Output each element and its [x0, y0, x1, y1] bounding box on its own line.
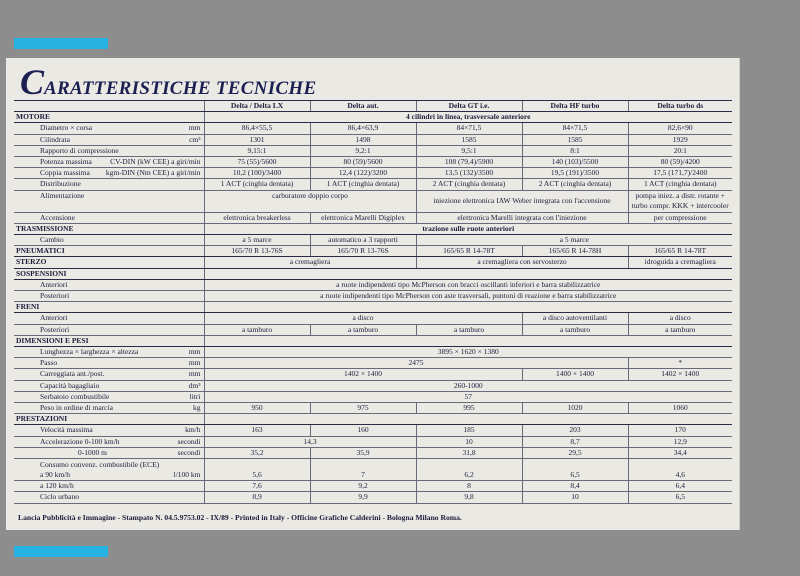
title-initial: C	[20, 62, 45, 102]
table-cell: 185	[416, 425, 522, 436]
table-cell: idroguida a cremagliera	[628, 257, 732, 268]
table-cell: 1585	[522, 134, 628, 145]
col-header: Delta GT i.e.	[416, 101, 522, 112]
table-cell: 80 (59)/4200	[628, 157, 732, 168]
table-cell: 165/65 R 14-78T	[416, 246, 522, 257]
table-cell: 165/70 R 13-76S	[310, 246, 416, 257]
col-header: Delta / Delta LX	[204, 101, 310, 112]
section-title: TRASMISSIONE	[14, 223, 204, 234]
table-cell: a tamburo	[310, 324, 416, 335]
col-header: Delta aut.	[310, 101, 416, 112]
table-cell: a tamburo	[628, 324, 732, 335]
table-row	[14, 168, 732, 179]
table-cell: 82,6×90	[628, 123, 732, 134]
table-cell: 35,2	[204, 447, 310, 458]
row-unit: mm	[188, 123, 201, 133]
row-label: Alimentazione	[40, 190, 85, 200]
table-cell: 140 (103)/5500	[522, 157, 628, 168]
table-cell: 20:1	[628, 145, 732, 156]
table-cell: 12,9	[628, 436, 732, 447]
table-cell: 1 ACT (cinghia dentata)	[628, 179, 732, 190]
table-cell: elettronica Marelli integrata con l'iniezione	[416, 212, 628, 223]
spec-page	[6, 58, 740, 530]
table-row	[14, 358, 732, 369]
row-label: Passo	[40, 358, 58, 368]
row-unit: mm	[188, 358, 201, 368]
table-cell: 8,9	[204, 492, 310, 503]
table-cell: elettronica breakerless	[204, 212, 310, 223]
table-cell: 2 ACT (cinghia dentata)	[416, 179, 522, 190]
section-row	[14, 257, 732, 268]
table-cell: a 5 marce	[204, 235, 310, 246]
table-row	[14, 212, 732, 223]
row-label: Consumo convenz. combustibile (ECE)	[40, 459, 160, 469]
table-cell: 6,5	[628, 492, 732, 503]
table-cell: carburatore doppio corpo	[204, 190, 416, 212]
section-row	[14, 246, 732, 257]
stripe-bottom	[14, 546, 108, 557]
table-cell: 9,5:1	[416, 145, 522, 156]
table-cell: 57	[204, 391, 732, 402]
table-cell: a 5 marce	[416, 235, 732, 246]
row-label: Diametro × corsa	[40, 123, 93, 133]
table-cell: 165/65 R 14-78T	[628, 246, 732, 257]
table-cell: 9,9	[310, 492, 416, 503]
row-label: Peso in ordine di marcia	[40, 403, 113, 413]
table-cell: 2475	[204, 358, 628, 369]
table-row	[14, 347, 732, 358]
table-cell: 4,6	[628, 459, 732, 481]
table-cell: trazione sulle ruote anteriori	[204, 223, 732, 234]
table-cell: 160	[310, 425, 416, 436]
table-cell: 12,4 (122)/3200	[310, 168, 416, 179]
table-row	[14, 279, 732, 290]
row-label: Posteriori	[40, 291, 70, 301]
table-cell: 1400 × 1400	[522, 369, 628, 380]
table-row	[14, 235, 732, 246]
table-cell: 975	[310, 403, 416, 414]
row-unit: kg	[193, 403, 201, 413]
table-cell: 8,7	[522, 436, 628, 447]
row-unit: mm	[188, 347, 201, 357]
table-cell: 13,5 (132)/3500	[416, 168, 522, 179]
table-cell: 17,5 (171,7)/2400	[628, 168, 732, 179]
table-cell: 3895 × 1620 × 1380	[204, 347, 732, 358]
table-cell: 29,5	[522, 447, 628, 458]
section-title: FRENI	[14, 302, 204, 313]
table-cell: 7	[310, 459, 416, 481]
table-cell: 10	[522, 492, 628, 503]
row-label: Anteriori	[40, 279, 68, 289]
row-label: Serbatoio combustibile	[40, 391, 110, 401]
table-cell: 1498	[310, 134, 416, 145]
table-cell: pompa iniez. a distr. rotante + turbo compr. KKK + intercooler	[628, 190, 732, 212]
table-cell: *	[628, 358, 732, 369]
table-cell: 9,2	[310, 481, 416, 492]
row-label: Coppia massima	[40, 168, 90, 178]
row-label: 0-1000 m	[78, 447, 107, 457]
table-row	[14, 459, 732, 481]
table-cell: 80 (59)/5600	[310, 157, 416, 168]
table-cell: a tamburo	[204, 324, 310, 335]
table-row	[14, 291, 732, 302]
table-cell: iniezione elettronica IAW Weber integrata con l'accensione	[416, 190, 628, 212]
table-cell: a ruote indipendenti tipo McPherson con aste trasversali, puntoni di reazione e barra stabilizzatrice	[204, 291, 732, 302]
table-row	[14, 425, 732, 436]
table-cell: 6,4	[628, 481, 732, 492]
table-cell: 2 ACT (cinghia dentata)	[522, 179, 628, 190]
table-cell	[204, 414, 732, 425]
table-cell: a cremagliera con servosterzo	[416, 257, 628, 268]
table-row	[14, 123, 732, 134]
table-cell: 84×71,5	[522, 123, 628, 134]
section-row	[14, 268, 732, 279]
row-unit: CV-DIN (kW CEE) a giri/min	[110, 157, 201, 167]
table-cell	[204, 335, 732, 346]
row-unit: mm	[188, 369, 201, 379]
table-cell: 1929	[628, 134, 732, 145]
table-cell: 35,9	[310, 447, 416, 458]
page-title	[20, 64, 316, 100]
table-cell: 170	[628, 425, 732, 436]
table-cell: 6,5	[522, 459, 628, 481]
table-cell: automatico a 3 rapporti	[310, 235, 416, 246]
table-cell: 86,4×63,9	[310, 123, 416, 134]
table-cell: 163	[204, 425, 310, 436]
table-cell: 9,8	[416, 492, 522, 503]
col-header: Delta turbo ds	[628, 101, 732, 112]
table-row	[14, 391, 732, 402]
table-row	[14, 190, 732, 212]
table-cell: 165/70 R 13-76S	[204, 246, 310, 257]
section-title: PRESTAZIONI	[14, 414, 204, 425]
row-unit: km/h	[185, 425, 201, 435]
table-cell: 7,6	[204, 481, 310, 492]
table-cell: 75 (55)/5600	[204, 157, 310, 168]
spec-table	[14, 100, 732, 504]
table-cell: 86,4×55,5	[204, 123, 310, 134]
table-cell: 34,4	[628, 447, 732, 458]
col-header: Delta HF turbo	[522, 101, 628, 112]
section-title: PNEUMATICI	[14, 246, 204, 257]
table-row	[14, 436, 732, 447]
table-cell: 1060	[628, 403, 732, 414]
table-cell: 8:1	[522, 145, 628, 156]
row-label: Carreggiata ant./post.	[40, 369, 105, 379]
row-label: a 120 km/h	[40, 481, 74, 491]
table-row	[14, 145, 732, 156]
table-row	[14, 447, 732, 458]
row-label: Velocità massima	[40, 425, 93, 435]
row-label: Cambio	[40, 235, 64, 245]
table-cell: 14,3	[204, 436, 416, 447]
row-label: Lunghezza × larghezza × altezza	[40, 347, 139, 357]
row-unit: secondi	[177, 436, 201, 446]
table-cell: 19,5 (191)/3500	[522, 168, 628, 179]
section-row	[14, 112, 732, 123]
row-label: Accelerazione 0-100 km/h	[40, 436, 120, 446]
table-cell	[204, 302, 732, 313]
table-cell: a disco	[628, 313, 732, 324]
table-cell: a disco autoventilanti	[522, 313, 628, 324]
table-row	[14, 324, 732, 335]
row-label: Distribuzione	[40, 179, 81, 189]
table-cell: 165/65 R 14-78H	[522, 246, 628, 257]
table-cell: 950	[204, 403, 310, 414]
row-label: Posteriori	[40, 324, 70, 334]
row-label: Potenza massima	[40, 157, 92, 167]
section-title: STERZO	[14, 257, 204, 268]
row-label: Capacità bagagliaio	[40, 380, 100, 390]
section-row	[14, 302, 732, 313]
table-cell: 6,2	[416, 459, 522, 481]
table-cell: a tamburo	[522, 324, 628, 335]
row-label: Cilindrata	[40, 134, 70, 144]
table-row	[14, 134, 732, 145]
row-unit: cm³	[189, 134, 201, 144]
row-label: Ciclo urbano	[40, 492, 79, 502]
table-cell: 1585	[416, 134, 522, 145]
table-cell	[204, 268, 732, 279]
table-cell: 10,2 (100)/3400	[204, 168, 310, 179]
row-unit: secondi	[177, 447, 201, 457]
header-blank	[14, 101, 204, 112]
table-row	[14, 380, 732, 391]
table-cell: 31,8	[416, 447, 522, 458]
table-cell: 108 (79,4)/5900	[416, 157, 522, 168]
table-cell: 260-1000	[204, 380, 732, 391]
table-row	[14, 403, 732, 414]
header-row	[14, 101, 732, 112]
row-label: a 90 km/h	[40, 469, 70, 479]
table-cell: a ruote indipendenti tipo McPherson con bracci oscillanti inferiori e barra stabilizzatrice	[204, 279, 732, 290]
row-label: Anteriori	[40, 313, 68, 323]
section-row	[14, 414, 732, 425]
stripe-top	[14, 38, 108, 49]
table-cell: 9,15:1	[204, 145, 310, 156]
row-label: Accensione	[40, 212, 75, 222]
table-cell: 4 cilindri in linea, trasversale anteriore	[204, 112, 732, 123]
table-cell: 1301	[204, 134, 310, 145]
title-rest: ARATTERISTICHE TECNICHE	[44, 78, 317, 99]
section-row	[14, 223, 732, 234]
table-cell: 1020	[522, 403, 628, 414]
table-row	[14, 369, 732, 380]
row-unit: l/100 km	[173, 470, 201, 480]
table-row	[14, 157, 732, 168]
table-cell: a disco	[204, 313, 522, 324]
table-cell: 1402 × 1400	[628, 369, 732, 380]
table-row	[14, 492, 732, 503]
row-unit: litri	[189, 391, 201, 401]
table-row	[14, 313, 732, 324]
table-cell: 8,4	[522, 481, 628, 492]
table-cell: 5,6	[204, 459, 310, 481]
table-cell: 10	[416, 436, 522, 447]
table-cell: per compressione	[628, 212, 732, 223]
table-cell: 203	[522, 425, 628, 436]
section-title: DIMENSIONI E PESI	[14, 335, 204, 346]
table-cell: 995	[416, 403, 522, 414]
footer-imprint: Lancia Pubblicità e Immagine - Stampato N. 04.5.9753.02 - IX/89 - Printed in Italy - Officine Grafiche Calderini - Bologna Milano Roma.	[18, 513, 462, 522]
table-cell: 1 ACT (cinghia dentata)	[310, 179, 416, 190]
table-cell: elettronica Marelli Digiplex	[310, 212, 416, 223]
table-cell: a cremagliera	[204, 257, 416, 268]
row-unit: dm³	[188, 380, 201, 390]
table-cell: 9,2:1	[310, 145, 416, 156]
section-row	[14, 335, 732, 346]
section-title: SOSPENSIONI	[14, 268, 204, 279]
table-cell: 8	[416, 481, 522, 492]
table-cell: a tamburo	[416, 324, 522, 335]
table-cell: 1 ACT (cinghia dentata)	[204, 179, 310, 190]
table-row	[14, 179, 732, 190]
table-cell: 84×71,5	[416, 123, 522, 134]
table-row	[14, 481, 732, 492]
row-label: Rapporto di compressione	[40, 145, 119, 155]
row-unit: kgm-DIN (Nm CEE) a giri/min	[105, 168, 201, 178]
table-cell: 1402 × 1400	[204, 369, 522, 380]
section-title: MOTORE	[14, 112, 204, 123]
